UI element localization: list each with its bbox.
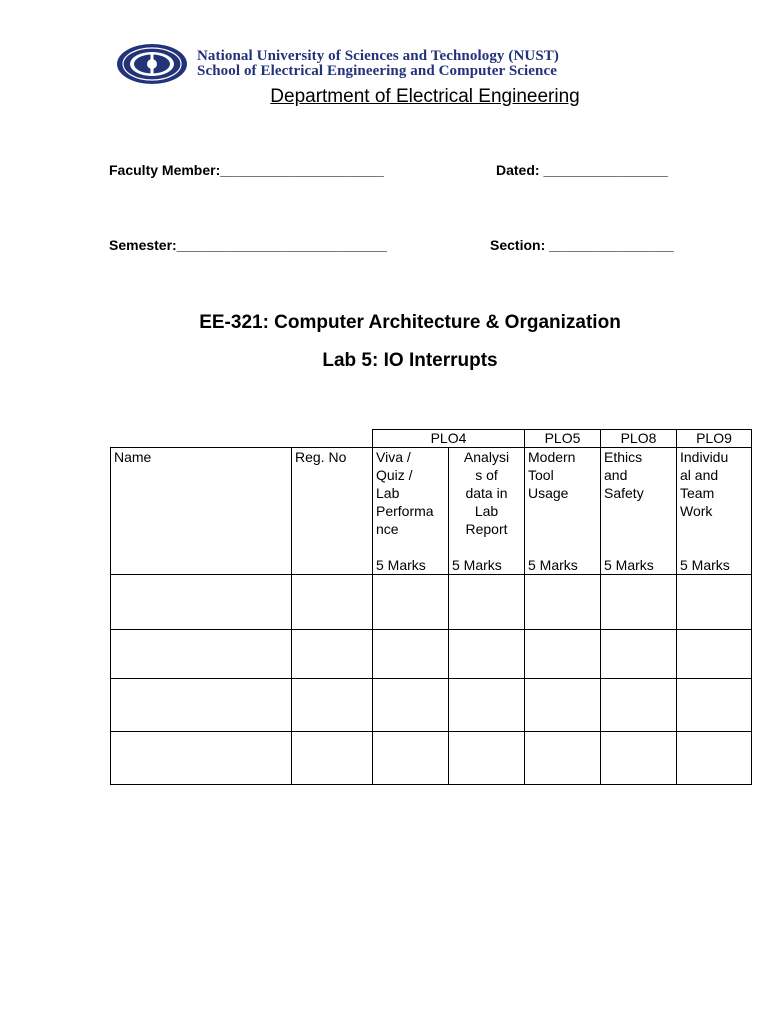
score-cell[interactable]: [525, 732, 601, 785]
reg-no-cell[interactable]: [292, 630, 373, 679]
lab-title: Lab 5: IO Interrupts: [322, 350, 498, 371]
score-cell[interactable]: [677, 630, 752, 679]
marks-label: 5 Marks: [376, 557, 426, 573]
score-cell[interactable]: [525, 575, 601, 630]
nust-emblem-icon: [116, 43, 188, 85]
marks-label: 5 Marks: [604, 557, 654, 573]
plo-header: PLO4: [373, 430, 525, 448]
score-cell[interactable]: [449, 732, 525, 785]
dated-field: [496, 162, 668, 178]
student-row: [111, 732, 752, 785]
score-cell[interactable]: [373, 679, 449, 732]
score-cell[interactable]: [373, 575, 449, 630]
score-cell[interactable]: [677, 679, 752, 732]
name-header: Name: [111, 448, 292, 575]
score-cell[interactable]: [373, 732, 449, 785]
marks-label: 5 Marks: [528, 557, 578, 573]
department-title: Department of Electrical Engineering: [270, 86, 580, 107]
score-cell[interactable]: [449, 679, 525, 732]
section-label: Section:: [490, 237, 550, 253]
score-cell[interactable]: [449, 575, 525, 630]
score-cell[interactable]: [449, 630, 525, 679]
criteria-header-row: [111, 448, 752, 575]
criteria-cell: Viva / Quiz / Lab Performa nce 5 Marks: [373, 448, 449, 575]
score-cell[interactable]: [601, 630, 677, 679]
reg-no-cell[interactable]: [292, 575, 373, 630]
course-title: EE-321: Computer Architecture & Organization: [199, 312, 621, 333]
student-row: [111, 575, 752, 630]
name-cell[interactable]: [111, 679, 292, 732]
score-cell[interactable]: [677, 575, 752, 630]
score-cell[interactable]: [525, 679, 601, 732]
semester-blank: ___________________________: [176, 237, 387, 253]
semester-label: Semester:: [109, 237, 177, 253]
score-cell[interactable]: [677, 732, 752, 785]
reg-no-cell[interactable]: [292, 732, 373, 785]
criteria-cell: Modern Tool Usage 5 Marks: [525, 448, 601, 575]
score-cell[interactable]: [373, 630, 449, 679]
score-cell[interactable]: [525, 630, 601, 679]
marks-table: [110, 429, 752, 785]
student-row: [111, 630, 752, 679]
section-field: [490, 237, 674, 253]
score-cell[interactable]: [601, 679, 677, 732]
dated-blank: ________________: [543, 162, 669, 178]
criteria-cell: Ethics and Safety 5 Marks: [601, 448, 677, 575]
score-cell[interactable]: [601, 732, 677, 785]
faculty-blank: _____________________: [220, 162, 384, 178]
dated-label: Dated:: [496, 162, 544, 178]
university-header: [197, 49, 559, 79]
marks-label: 5 Marks: [680, 557, 730, 573]
reg-no-cell[interactable]: [292, 679, 373, 732]
semester-field: [109, 237, 387, 253]
school-name: School of Electrical Engineering and Computer Science: [197, 63, 557, 79]
section-blank: ________________: [549, 237, 674, 253]
plo-header: PLO8: [601, 430, 677, 448]
plo-header: PLO5: [525, 430, 601, 448]
university-name: National University of Sciences and Technology (NUST): [197, 48, 559, 64]
faculty-label: Faculty Member:: [109, 162, 221, 178]
plo-header: PLO9: [677, 430, 752, 448]
plo-header-row: [111, 430, 752, 448]
name-cell[interactable]: [111, 630, 292, 679]
name-cell[interactable]: [111, 732, 292, 785]
criteria-cell: Analysi s of data in Lab Report 5 Marks: [449, 448, 525, 575]
marks-label: 5 Marks: [452, 557, 502, 573]
reg-no-header: Reg. No: [292, 448, 373, 575]
criteria-cell: Individu al and Team Work 5 Marks: [677, 448, 752, 575]
score-cell[interactable]: [601, 575, 677, 630]
student-row: [111, 679, 752, 732]
name-cell[interactable]: [111, 575, 292, 630]
faculty-field: [109, 162, 384, 178]
